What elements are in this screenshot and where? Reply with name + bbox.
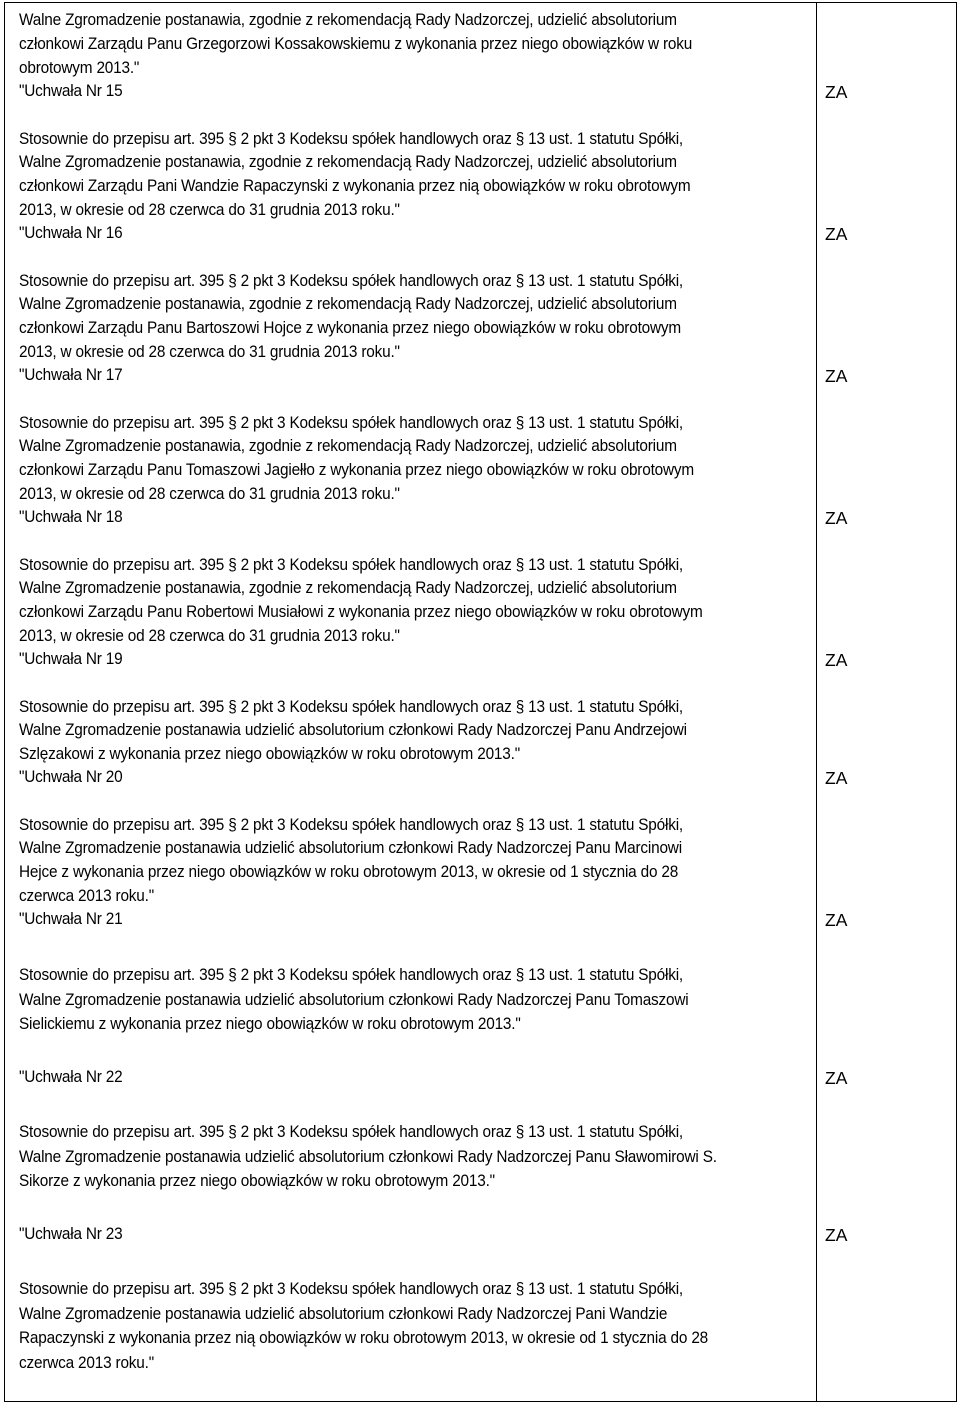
resolution-heading: "Uchwała Nr 18: [19, 508, 123, 526]
text-line: Stosownie do przepisu art. 395 § 2 pkt 3 Kodeksu spółek handlowych oraz § 13 ust. 1 statutu Spółki,: [19, 556, 684, 574]
text-line: 2013, w okresie od 28 czerwca do 31 grudnia 2013 roku.": [19, 627, 400, 645]
text-line: czerwca 2013 roku.": [19, 1354, 154, 1372]
vote-cell: ZA: [825, 650, 848, 670]
resolution-heading: "Uchwała Nr 17: [19, 366, 123, 384]
column-divider: [816, 3, 817, 1401]
text-line: obrotowym 2013.": [19, 59, 140, 77]
vote-cell: ZA: [825, 1068, 848, 1088]
text-line: Stosownie do przepisu art. 395 § 2 pkt 3 Kodeksu spółek handlowych oraz § 13 ust. 1 statutu Spółki,: [19, 130, 684, 148]
text-line: Walne Zgromadzenie postanawia udzielić absolutorium członkowi Rady Nadzorczej Panu Sławomirowi S.: [19, 1148, 717, 1166]
text-line: 2013, w okresie od 28 czerwca do 31 grudnia 2013 roku.": [19, 343, 400, 361]
text-line: czerwca 2013 roku.": [19, 887, 154, 905]
text-line: Rapaczynski z wykonania przez nią obowiązków w roku obrotowym 2013, w okresie od 1 stycznia do 28: [19, 1329, 709, 1347]
text-line: Walne Zgromadzenie postanawia, zgodnie z rekomendacją Rady Nadzorczej, udzielić absolutorium: [19, 11, 677, 29]
resolutions-table: [4, 2, 957, 1402]
resolution-heading: "Uchwała Nr 22: [19, 1068, 123, 1086]
vote-cell: ZA: [825, 1225, 848, 1245]
text-line: członkowi Zarządu Panu Bartoszowi Hojce z wykonania przez niego obowiązków w roku obrotowym: [19, 319, 681, 337]
text-line: 2013, w okresie od 28 czerwca do 31 grudnia 2013 roku.": [19, 201, 400, 219]
text-line: Walne Zgromadzenie postanawia, zgodnie z rekomendacją Rady Nadzorczej, udzielić absolutorium: [19, 153, 677, 171]
text-line: Stosownie do przepisu art. 395 § 2 pkt 3 Kodeksu spółek handlowych oraz § 13 ust. 1 statutu Spółki,: [19, 1123, 684, 1141]
resolution-heading: "Uchwała Nr 21: [19, 910, 123, 928]
text-line: Stosownie do przepisu art. 395 § 2 pkt 3 Kodeksu spółek handlowych oraz § 13 ust. 1 statutu Spółki,: [19, 966, 684, 984]
text-line: Stosownie do przepisu art. 395 § 2 pkt 3 Kodeksu spółek handlowych oraz § 13 ust. 1 statutu Spółki,: [19, 1280, 684, 1298]
text-line: Stosownie do przepisu art. 395 § 2 pkt 3 Kodeksu spółek handlowych oraz § 13 ust. 1 statutu Spółki,: [19, 272, 684, 290]
text-line: Walne Zgromadzenie postanawia, zgodnie z rekomendacją Rady Nadzorczej, udzielić absolutorium: [19, 579, 677, 597]
text-line: Szlęzakowi z wykonania przez niego obowiązków w roku obrotowym 2013.": [19, 745, 520, 763]
vote-cell: ZA: [825, 82, 848, 102]
text-line: Sikorze z wykonania przez niego obowiązków w roku obrotowym 2013.": [19, 1172, 495, 1190]
vote-cell: ZA: [825, 224, 848, 244]
text-line: członkowi Zarządu Pani Wandzie Rapaczynski z wykonania przez nią obowiązków w roku obrotowym: [19, 177, 691, 195]
resolution-heading: "Uchwała Nr 19: [19, 650, 123, 668]
text-line: Stosownie do przepisu art. 395 § 2 pkt 3 Kodeksu spółek handlowych oraz § 13 ust. 1 statutu Spółki,: [19, 816, 684, 834]
text-line: Sielickiemu z wykonania przez niego obowiązków w roku obrotowym 2013.": [19, 1015, 521, 1033]
text-line: członkowi Zarządu Panu Robertowi Musiałowi z wykonania przez niego obowiązków w roku obrotowym: [19, 603, 703, 621]
text-line: Walne Zgromadzenie postanawia udzielić absolutorium członkowi Rady Nadzorczej Pani Wandzie: [19, 1305, 668, 1323]
text-line: Walne Zgromadzenie postanawia, zgodnie z rekomendacją Rady Nadzorczej, udzielić absolutorium: [19, 437, 677, 455]
text-line: Walne Zgromadzenie postanawia udzielić absolutorium członkowi Rady Nadzorczej Panu Andrzejowi: [19, 721, 687, 739]
resolution-heading: "Uchwała Nr 20: [19, 768, 123, 786]
text-line: członkowi Zarządu Panu Grzegorzowi Kossakowskiemu z wykonania przez niego obowiązków w roku: [19, 35, 693, 53]
vote-cell: ZA: [825, 366, 848, 386]
resolution-heading: "Uchwała Nr 23: [19, 1225, 123, 1243]
vote-cell: ZA: [825, 508, 848, 528]
vote-cell: ZA: [825, 910, 848, 930]
text-line: Walne Zgromadzenie postanawia udzielić absolutorium członkowi Rady Nadzorczej Panu Marcinowi: [19, 839, 682, 857]
text-line: Walne Zgromadzenie postanawia, zgodnie z rekomendacją Rady Nadzorczej, udzielić absolutorium: [19, 295, 677, 313]
text-line: Stosownie do przepisu art. 395 § 2 pkt 3 Kodeksu spółek handlowych oraz § 13 ust. 1 statutu Spółki,: [19, 698, 684, 716]
resolution-heading: "Uchwała Nr 15: [19, 82, 123, 100]
text-line: Walne Zgromadzenie postanawia udzielić absolutorium członkowi Rady Nadzorczej Panu Tomaszowi: [19, 991, 689, 1009]
resolution-heading: "Uchwała Nr 16: [19, 224, 123, 242]
text-line: Stosownie do przepisu art. 395 § 2 pkt 3 Kodeksu spółek handlowych oraz § 13 ust. 1 statutu Spółki,: [19, 414, 684, 432]
text-line: 2013, w okresie od 28 czerwca do 31 grudnia 2013 roku.": [19, 485, 400, 503]
text-line: Hejce z wykonania przez niego obowiązków w roku obrotowym 2013, w okresie od 1 stycznia do 28: [19, 863, 679, 881]
vote-cell: ZA: [825, 768, 848, 788]
text-line: członkowi Zarządu Panu Tomaszowi Jagiełło z wykonania przez niego obowiązków w roku obrotowym: [19, 461, 694, 479]
